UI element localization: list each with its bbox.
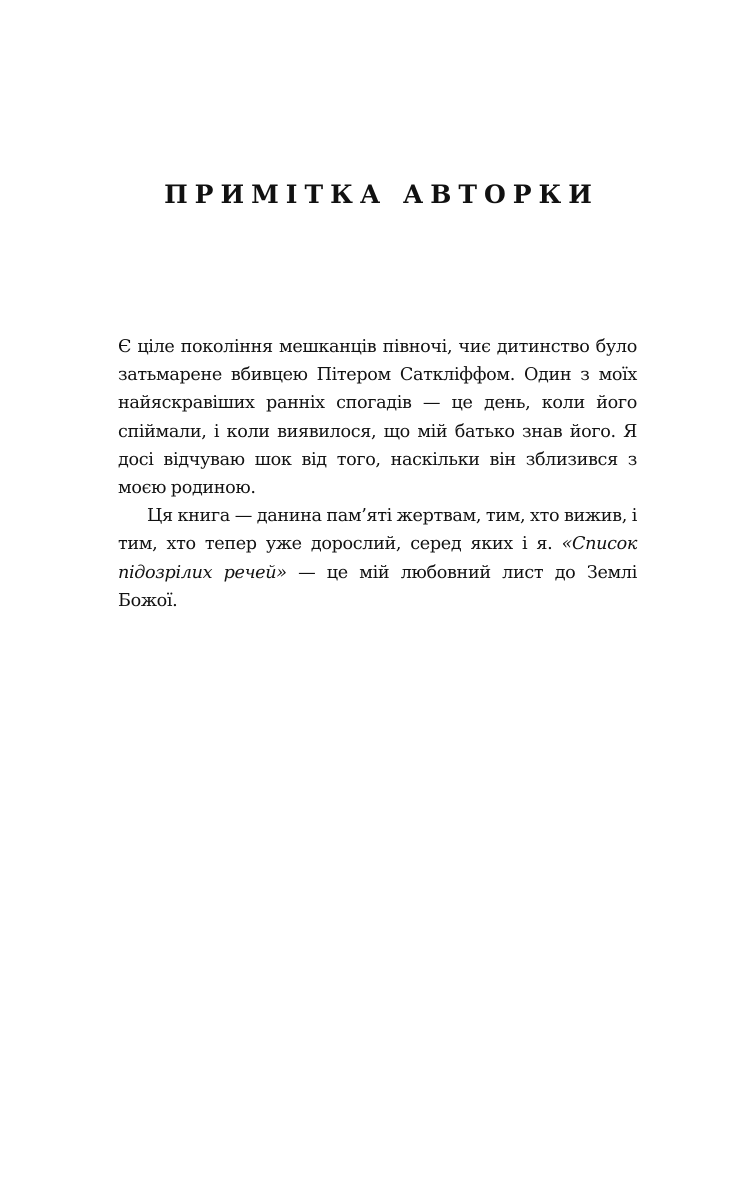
- book-title-italic: «Список підозрілих речей»: [118, 534, 637, 583]
- paragraph-1: Є ціле покоління мешканців півночі, чиє дитинство було затьмарене вбивцею Пітером Саткліффом. Один з моїх найяскравіших ранніх спогадів — це день, коли його спіймали, і коли виявилося, що мій батько знав його. Я досі відчуваю шок від того, наскільки він зблизився з моєю родиною.: [118, 337, 637, 499]
- paragraph-2-text-start: Ця книга — данина пам’яті жертвам, тим, хто вижив, і тим, хто тепер уже дорослий, серед яких і я.: [118, 506, 637, 555]
- page-title: ПРИМІТКА АВТОРКИ: [164, 180, 599, 209]
- author-note-body: [118, 333, 637, 615]
- paragraph-2: [118, 502, 637, 615]
- paragraph-2-text-end: — це мій любовний лист до Землі Божої.: [118, 562, 637, 611]
